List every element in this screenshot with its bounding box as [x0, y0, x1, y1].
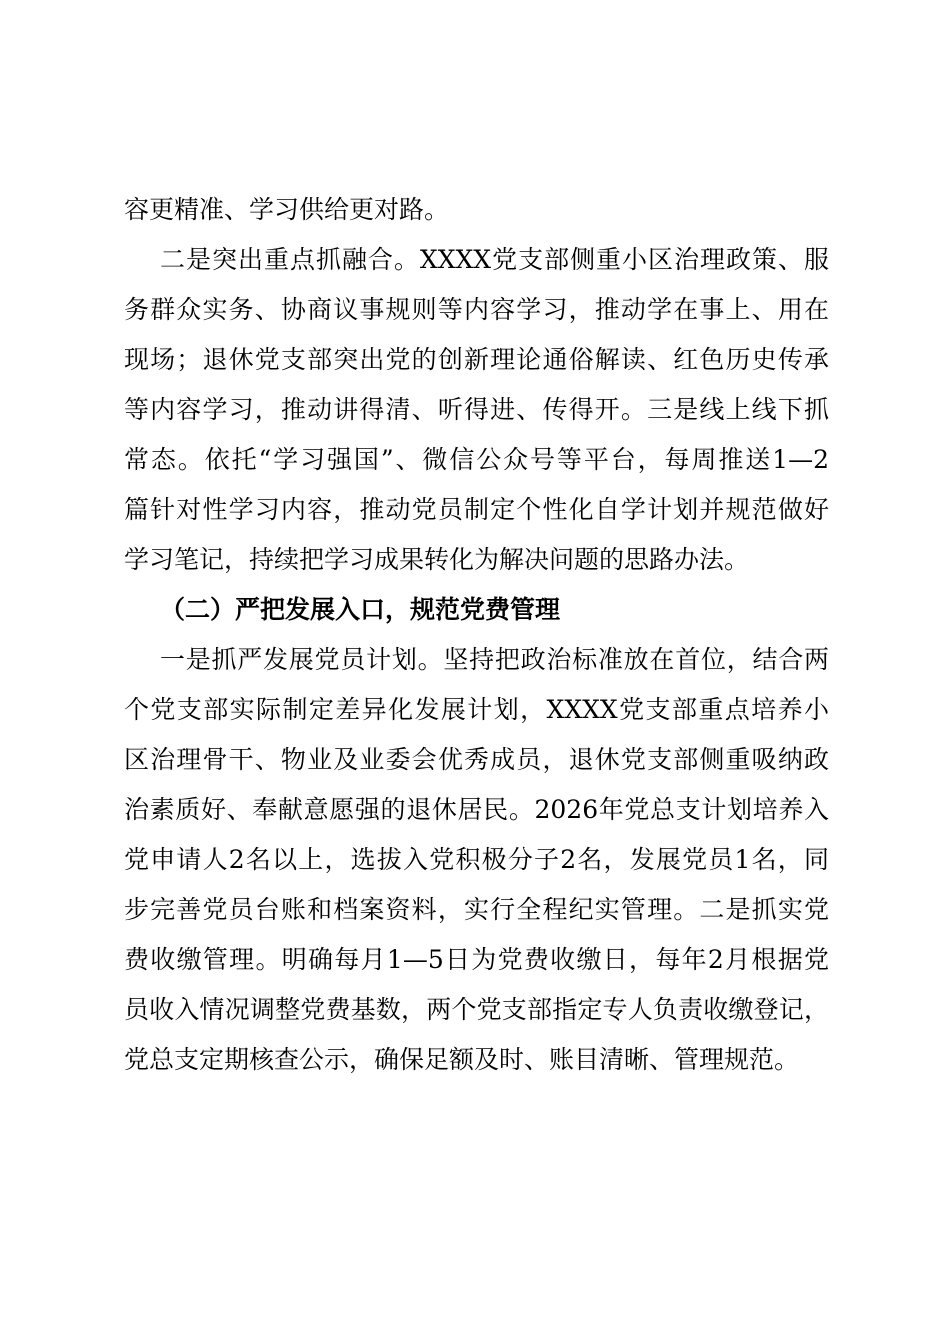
text-line: 费收缴管理。明确每月1—5日为党费收缴日，每年2月根据党	[124, 945, 829, 974]
section-heading: （二）严把发展入口，规范党费管理	[160, 595, 561, 624]
paragraph-start-line: 二是突出重点抓融合。XXXX党支部侧重小区治理政策、服	[160, 245, 829, 274]
text-line: 篇针对性学习内容，推动党员制定个性化自学计划并规范做好	[124, 495, 829, 524]
text-line: 现场；退休党支部突出党的创新理论通俗解读、红色历史传承	[124, 345, 829, 374]
text-line: 学习笔记，持续把学习成果转化为解决问题的思路办法。	[124, 545, 750, 574]
text-line: 员收入情况调整党费基数，两个党支部指定专人负责收缴登记，	[124, 995, 829, 1024]
text-line: 常态。依托“学习强国”、微信公众号等平台，每周推送1—2	[124, 445, 829, 474]
text-line: 等内容学习，推动讲得清、听得进、传得开。三是线上线下抓	[124, 395, 829, 424]
text-line: 个党支部实际制定差异化发展计划，XXXX党支部重点培养小	[124, 695, 829, 724]
text-line: 区治理骨干、物业及业委会优秀成员，退休党支部侧重吸纳政	[124, 745, 829, 774]
text-line: 党总支定期核查公示，确保足额及时、账目清晰、管理规范。	[124, 1045, 800, 1074]
text-line: 步完善党员台账和档案资料，实行全程纪实管理。二是抓实党	[124, 895, 829, 924]
text-line: 容更精准、学习供给更对路。	[124, 195, 450, 224]
text-line: 治素质好、奉献意愿强的退休居民。2026年党总支计划培养入	[124, 795, 829, 824]
text-line: 务群众实务、协商议事规则等内容学习，推动学在事上、用在	[124, 295, 829, 324]
paragraph-start-line: 一是抓严发展党员计划。坚持把政治标准放在首位，结合两	[160, 645, 829, 674]
text-line: 党申请人2名以上，选拔入党积极分子2名，发展党员1名，同	[124, 845, 829, 874]
